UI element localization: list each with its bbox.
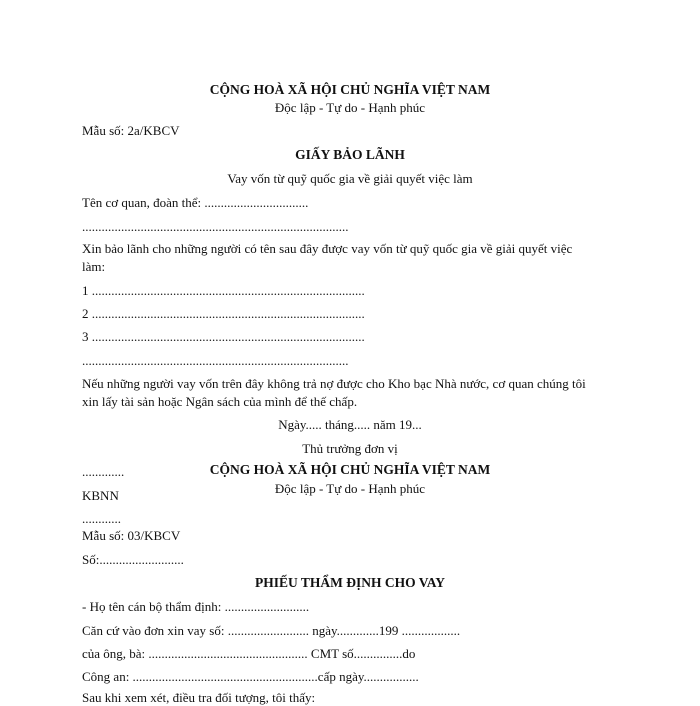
form-code: Mẫu số: 03/KBCV xyxy=(82,528,181,543)
dotted-line: ............ xyxy=(82,511,121,526)
commitment-line-cont: xin lấy tài sản hoặc Ngân sách của mình để thế chấp. xyxy=(82,394,358,409)
organization-name-line: Tên cơ quan, đoàn thể: ................................ xyxy=(82,195,309,210)
borrower-line-1: 1 .................................................................................... xyxy=(82,283,365,298)
document-title: PHIẾU THẨM ĐỊNH CHO VAY xyxy=(254,575,446,590)
form-code: Mẫu số: 2a/KBCV xyxy=(82,123,180,138)
dotted-line: .................................................................................. xyxy=(82,353,349,368)
national-motto: Độc lập - Tự do - Hạnh phúc xyxy=(274,481,426,496)
dotted-line: ............. xyxy=(82,464,125,479)
guarantee-request-line-cont: làm: xyxy=(82,259,106,274)
commitment-line: Nếu những người vay vốn trên đây không trả nợ được cho Kho bạc Nhà nước, cơ quan chúng tôi xyxy=(82,376,586,391)
national-title: CỘNG HOÀ XÃ HỘI CHỦ NGHĨA VIỆT NAM xyxy=(209,462,491,477)
loan-application-line: Căn cứ vào đơn xin vay số: ......................... ngày.............199 .................. xyxy=(82,623,461,638)
borrower-line-2: 2 .................................................................................... xyxy=(82,306,365,321)
dotted-line: .................................................................................. xyxy=(82,219,349,234)
borrower-line-3: 3 .................................................................................... xyxy=(82,329,365,344)
appraiser-name-line: - Họ tên cán bộ thẩm định: .......................... xyxy=(82,599,310,614)
review-line: Sau khi xem xét, điều tra đối tượng, tôi thấy: xyxy=(82,690,316,705)
document-subtitle: Vay vốn từ quỹ quốc gia về giải quyết việc làm xyxy=(227,171,473,186)
guarantee-request-line: Xin bảo lãnh cho những người có tên sau đây được vay vốn từ quỹ quốc gia về giải quyết việc xyxy=(82,241,573,256)
national-motto: Độc lập - Tự do - Hạnh phúc xyxy=(274,100,426,115)
date-line: Ngày..... tháng..... năm 19... xyxy=(278,417,422,432)
national-title: CỘNG HOÀ XÃ HỘI CHỦ NGHĨA VIỆT NAM xyxy=(209,82,491,97)
signer-title: Thủ trưởng đơn vị xyxy=(302,441,398,456)
applicant-line: của ông, bà: ................................................. CMT số...............do xyxy=(82,646,416,661)
document-title: GIẤY BẢO LÃNH xyxy=(295,147,405,162)
treasury-label: KBNN xyxy=(82,488,119,503)
document-number-line: Số:.......................... xyxy=(82,552,184,567)
police-issue-line: Công an: .........................................................cấp ngày................. xyxy=(82,669,419,684)
